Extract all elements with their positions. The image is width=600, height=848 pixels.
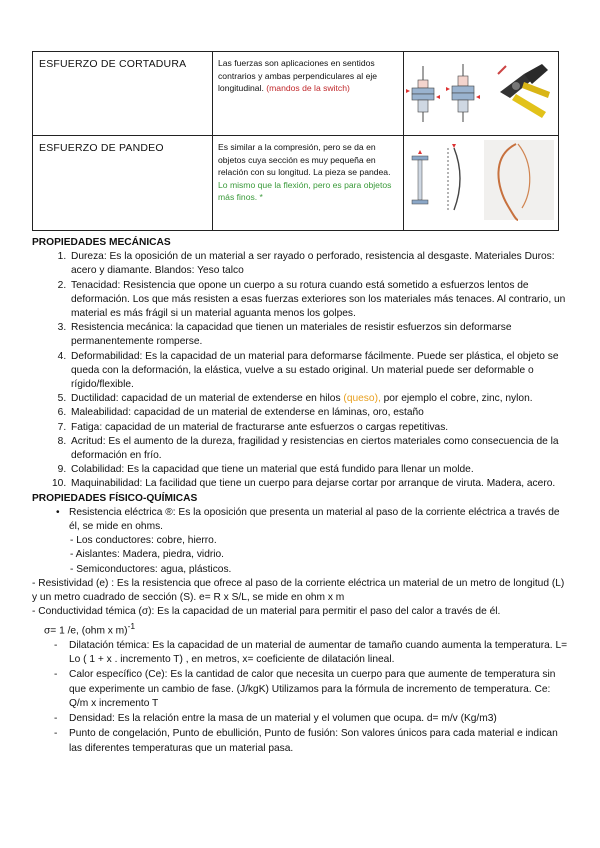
ductility-text: Ductilidad: capacidad de un material de extenderse en hilos	[71, 393, 341, 405]
list-item: 1. Dureza: Es la oposición de un material a ser rayado o perforado, resistencia al desgaste. Materiales Duros: acero y diamante. Blandos: Yeso talco	[69, 250, 572, 278]
stress-note: (mandos de la switch)	[266, 83, 350, 94]
insulator-item: - Aislantes: Madera, piedra, vidrio.	[70, 549, 225, 561]
stress-description-text: Las fuerzas son aplicaciones en sentidos contrarios y ambas perpendiculares al eje longitudinal.	[218, 58, 378, 94]
list-item: 4. Deformabilidad: Es la capacidad de un material para deformarse fácilmente. Puede ser plástica, el objeto se queda con la deformación, la elástica, vuelve a su estado original. Un material puede ser deformable o rígido/flexible.	[69, 350, 572, 393]
list-item: 10. Maquinabilidad: La facilidad que tiene un cuerpo para dejarse cortar por arranque de viruta. Madera, acero.	[69, 477, 572, 491]
buckled-column-icon	[448, 144, 460, 210]
list-item: - Punto de congelación, Punto de ebullición, Punto de fusión: Son valores únicos para cada material e indican las diferentes temperaturas que un material pasa.	[69, 727, 572, 755]
thermal-properties-list	[32, 639, 572, 756]
column-icon	[412, 150, 428, 204]
semiconductor-item: - Semiconductores: agua, plásticos.	[70, 563, 232, 575]
section-title-mechanical: PROPIEDADES MECÁNICAS	[32, 237, 171, 248]
list-item: 9. Colabilidad: Es la capacidad que tiene un material que está fundido para llenar un molde.	[69, 463, 572, 477]
conductivity-text: - Conductividad témica (σ): Es la capacidad de un material para permitir el paso del calor a través de él.	[32, 606, 501, 618]
list-item: • Resistencia eléctrica ®: Es la oposición que presenta un material al paso de la corriente eléctrica a través de él, se mide en ohms.	[69, 506, 572, 534]
shear-bolt-icon-1	[406, 66, 440, 122]
list-item: - Calor específico (Ce): Es la cantidad de calor que necesita un cuerpo para que aumente de temperatura sin que experimente un cambio de fase. (J/kgK) Utilizamos para la fórmula de incremento de temperatura. Ce: Q/m x incremento T	[69, 668, 572, 711]
wire-photo	[484, 140, 554, 220]
stress-name: ESFUERZO DE PANDEO	[33, 136, 213, 231]
shear-illustrations	[404, 52, 559, 136]
resistance-list	[32, 506, 572, 534]
shear-diagram-icon	[404, 52, 558, 129]
stress-name: ESFUERZO DE CORTADURA	[33, 52, 213, 136]
list-item	[69, 392, 572, 406]
table-row	[33, 136, 559, 231]
table-row	[33, 52, 559, 136]
ductility-highlight: (queso),	[343, 393, 381, 405]
list-item: 8. Acritud: Es el aumento de la dureza, fragilidad y resistencias en ciertos materiales como consecuencia de la deformación en frío.	[69, 435, 572, 463]
list-item: - Dilatación témica: Es la capacidad de un material de aumentar de tamaño cuando aumenta la temperatura. L= Lo ( 1 + x . incremento T) , en metros, x= coeficiente de dilatación lineal.	[69, 639, 572, 667]
crimper-photo	[494, 60, 554, 122]
stress-description-text: Es similar a la compresión, pero se da en objetos cuya sección es muy pequeña en relación con su longitud. La pieza se pandea.	[218, 142, 391, 178]
resistivity-text: - Resistividad (e) : Es la resistencia que ofrece al paso de la corriente eléctrica un material de un metro de longitud (L) y un metro cuadrado de sección (S). e= R x S/L, se mide en ohm x m	[32, 577, 565, 604]
list-item: 6. Maleabilidad: capacidad de un material de extenderse en láminas, oro, estaño	[69, 406, 572, 420]
buckling-illustrations	[404, 136, 559, 231]
conductor-item: - Los conductores: cobre, hierro.	[70, 535, 217, 547]
stress-description	[213, 136, 404, 231]
formula-exponent: -1	[127, 621, 136, 632]
stress-note: Lo mismo que la flexión, pero es para objetos más finos. *	[218, 179, 392, 203]
list-item: - Densidad: Es la relación entre la masa de un material y el volumen que ocupa. d= m/v (Kg/m3)	[69, 712, 572, 726]
properties-content	[32, 236, 572, 757]
list-item: 2. Tenacidad: Resistencia que opone un cuerpo a su rotura cuando está sometido a esfuerzos lentos de deformación. Los que más resisten a esas fuerzas exteriores son los materiales más tenaces. Al contrario, un material es más frágil si un material aguanta menos los golpes.	[69, 279, 572, 322]
shear-bolt-icon-2	[446, 64, 480, 122]
list-item: 3. Resistencia mecánica: la capacidad que tienen un materiales de resistir esfuerzos sin deformarse permanentemente romperse.	[69, 321, 572, 349]
section-title-physical: PROPIEDADES FÍSICO-QUÍMICAS	[32, 492, 198, 504]
formula-text: σ= 1 /e, (ohm x m)	[44, 625, 128, 637]
mechanical-properties-list	[32, 250, 572, 491]
stress-description	[213, 52, 404, 136]
list-item: 7. Fatiga: capacidad de un material de fracturarse ante esfuerzos o cargas repetitivas.	[69, 421, 572, 435]
conductivity-formula	[32, 619, 572, 639]
buckling-diagram-icon	[404, 136, 558, 224]
ductility-text-end: por ejemplo el cobre, zinc, nylon.	[383, 393, 533, 405]
stress-table	[32, 51, 559, 231]
